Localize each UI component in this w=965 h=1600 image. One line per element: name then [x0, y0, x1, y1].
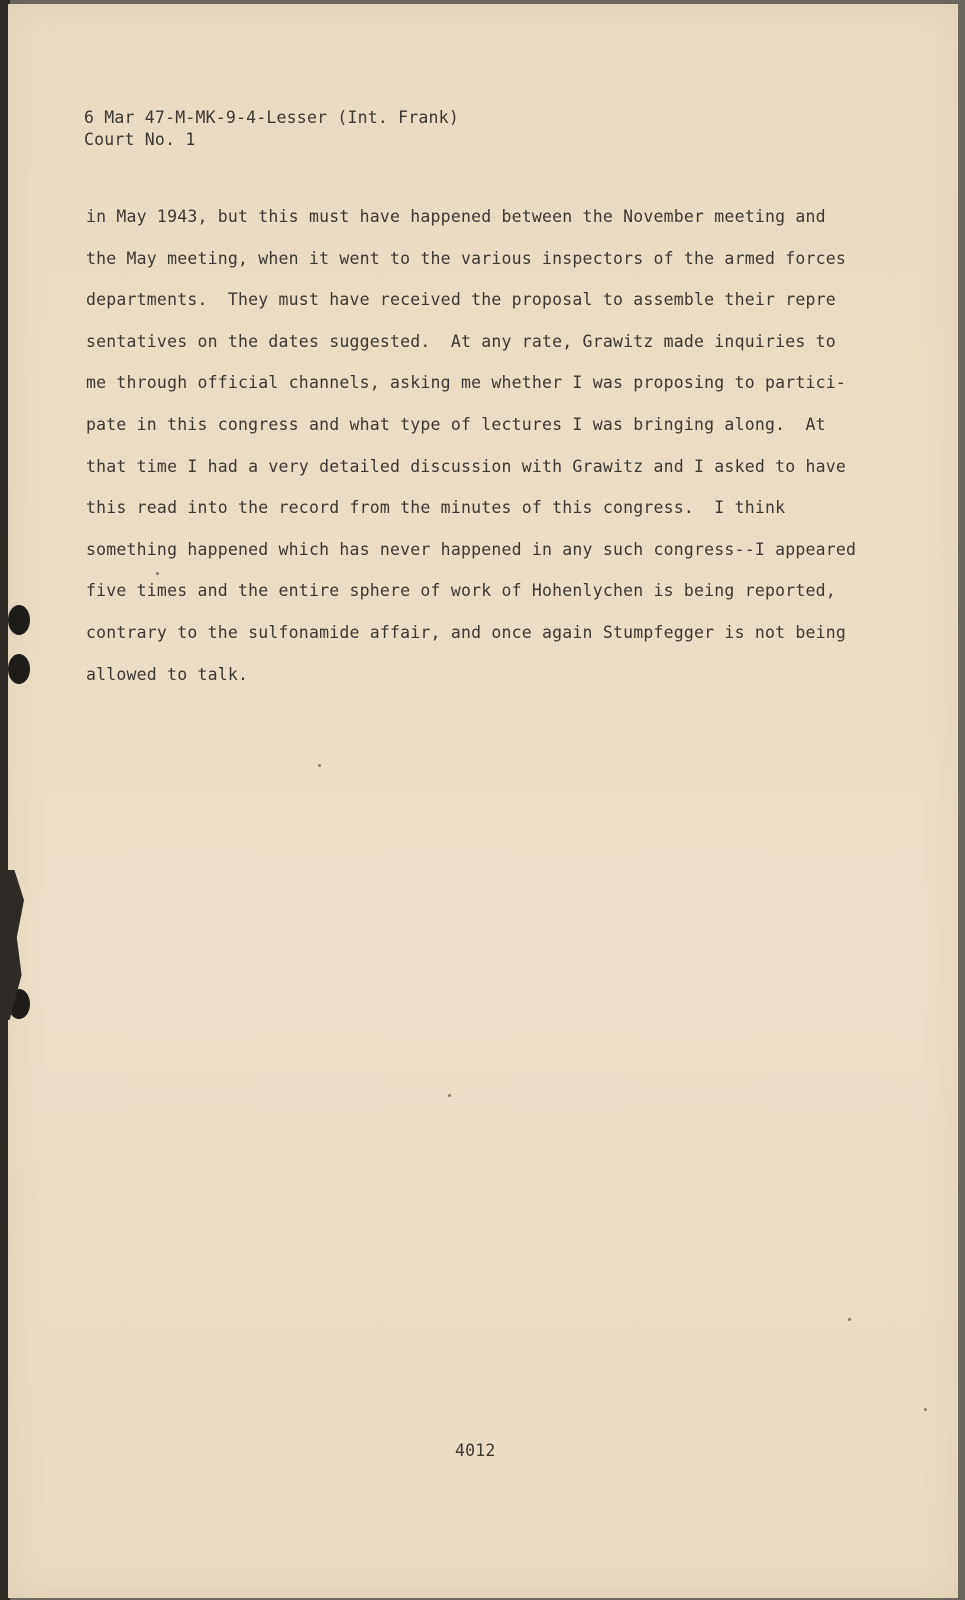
transcript-line: in May 1943, but this must have happened between the November meeting and	[86, 207, 826, 226]
transcript-line: that time I had a very detailed discussion with Grawitz and I asked to have	[86, 456, 847, 476]
page-number: 4012	[455, 1441, 496, 1460]
paper-speck	[848, 1318, 851, 1321]
transcript-line: this read into the record from the minutes of this congress. I think	[86, 498, 786, 518]
transcript-line: sentatives on the dates suggested. At any rate, Grawitz made inquiries to	[86, 331, 836, 351]
header-session-line: 6 Mar 47-M-MK-9-4-Lesser (Int. Frank)	[84, 108, 459, 127]
transcript-line: me through official channels, asking me whether I was proposing to partici-	[86, 373, 847, 393]
transcript-line: the May meeting, when it went to the various inspectors of the armed forces	[86, 248, 847, 268]
transcript-line: something happened which has never happened in any such congress--I appeared	[86, 539, 857, 559]
paper-speck	[924, 1408, 927, 1411]
document-page	[8, 4, 958, 1598]
paper-speck	[448, 1094, 451, 1097]
transcript-body	[86, 206, 876, 705]
paper-speck	[318, 764, 321, 767]
document-header	[84, 107, 459, 151]
transcript-line: allowed to talk.	[86, 664, 249, 684]
binding-punch-hole	[8, 654, 30, 684]
transcript-line: pate in this congress and what type of lectures I was bringing along. At	[86, 414, 826, 434]
binding-punch-hole	[8, 605, 30, 635]
transcript-line: five times and the entire sphere of work of Hohenlychen is being reported,	[86, 581, 836, 601]
transcript-line: departments. They must have received the proposal to assemble their repre	[86, 290, 836, 310]
transcript-line: contrary to the sulfonamide affair, and once again Stumpfegger is not being	[86, 622, 847, 642]
header-court-line: Court No. 1	[84, 130, 196, 149]
paper-speck	[156, 572, 159, 575]
